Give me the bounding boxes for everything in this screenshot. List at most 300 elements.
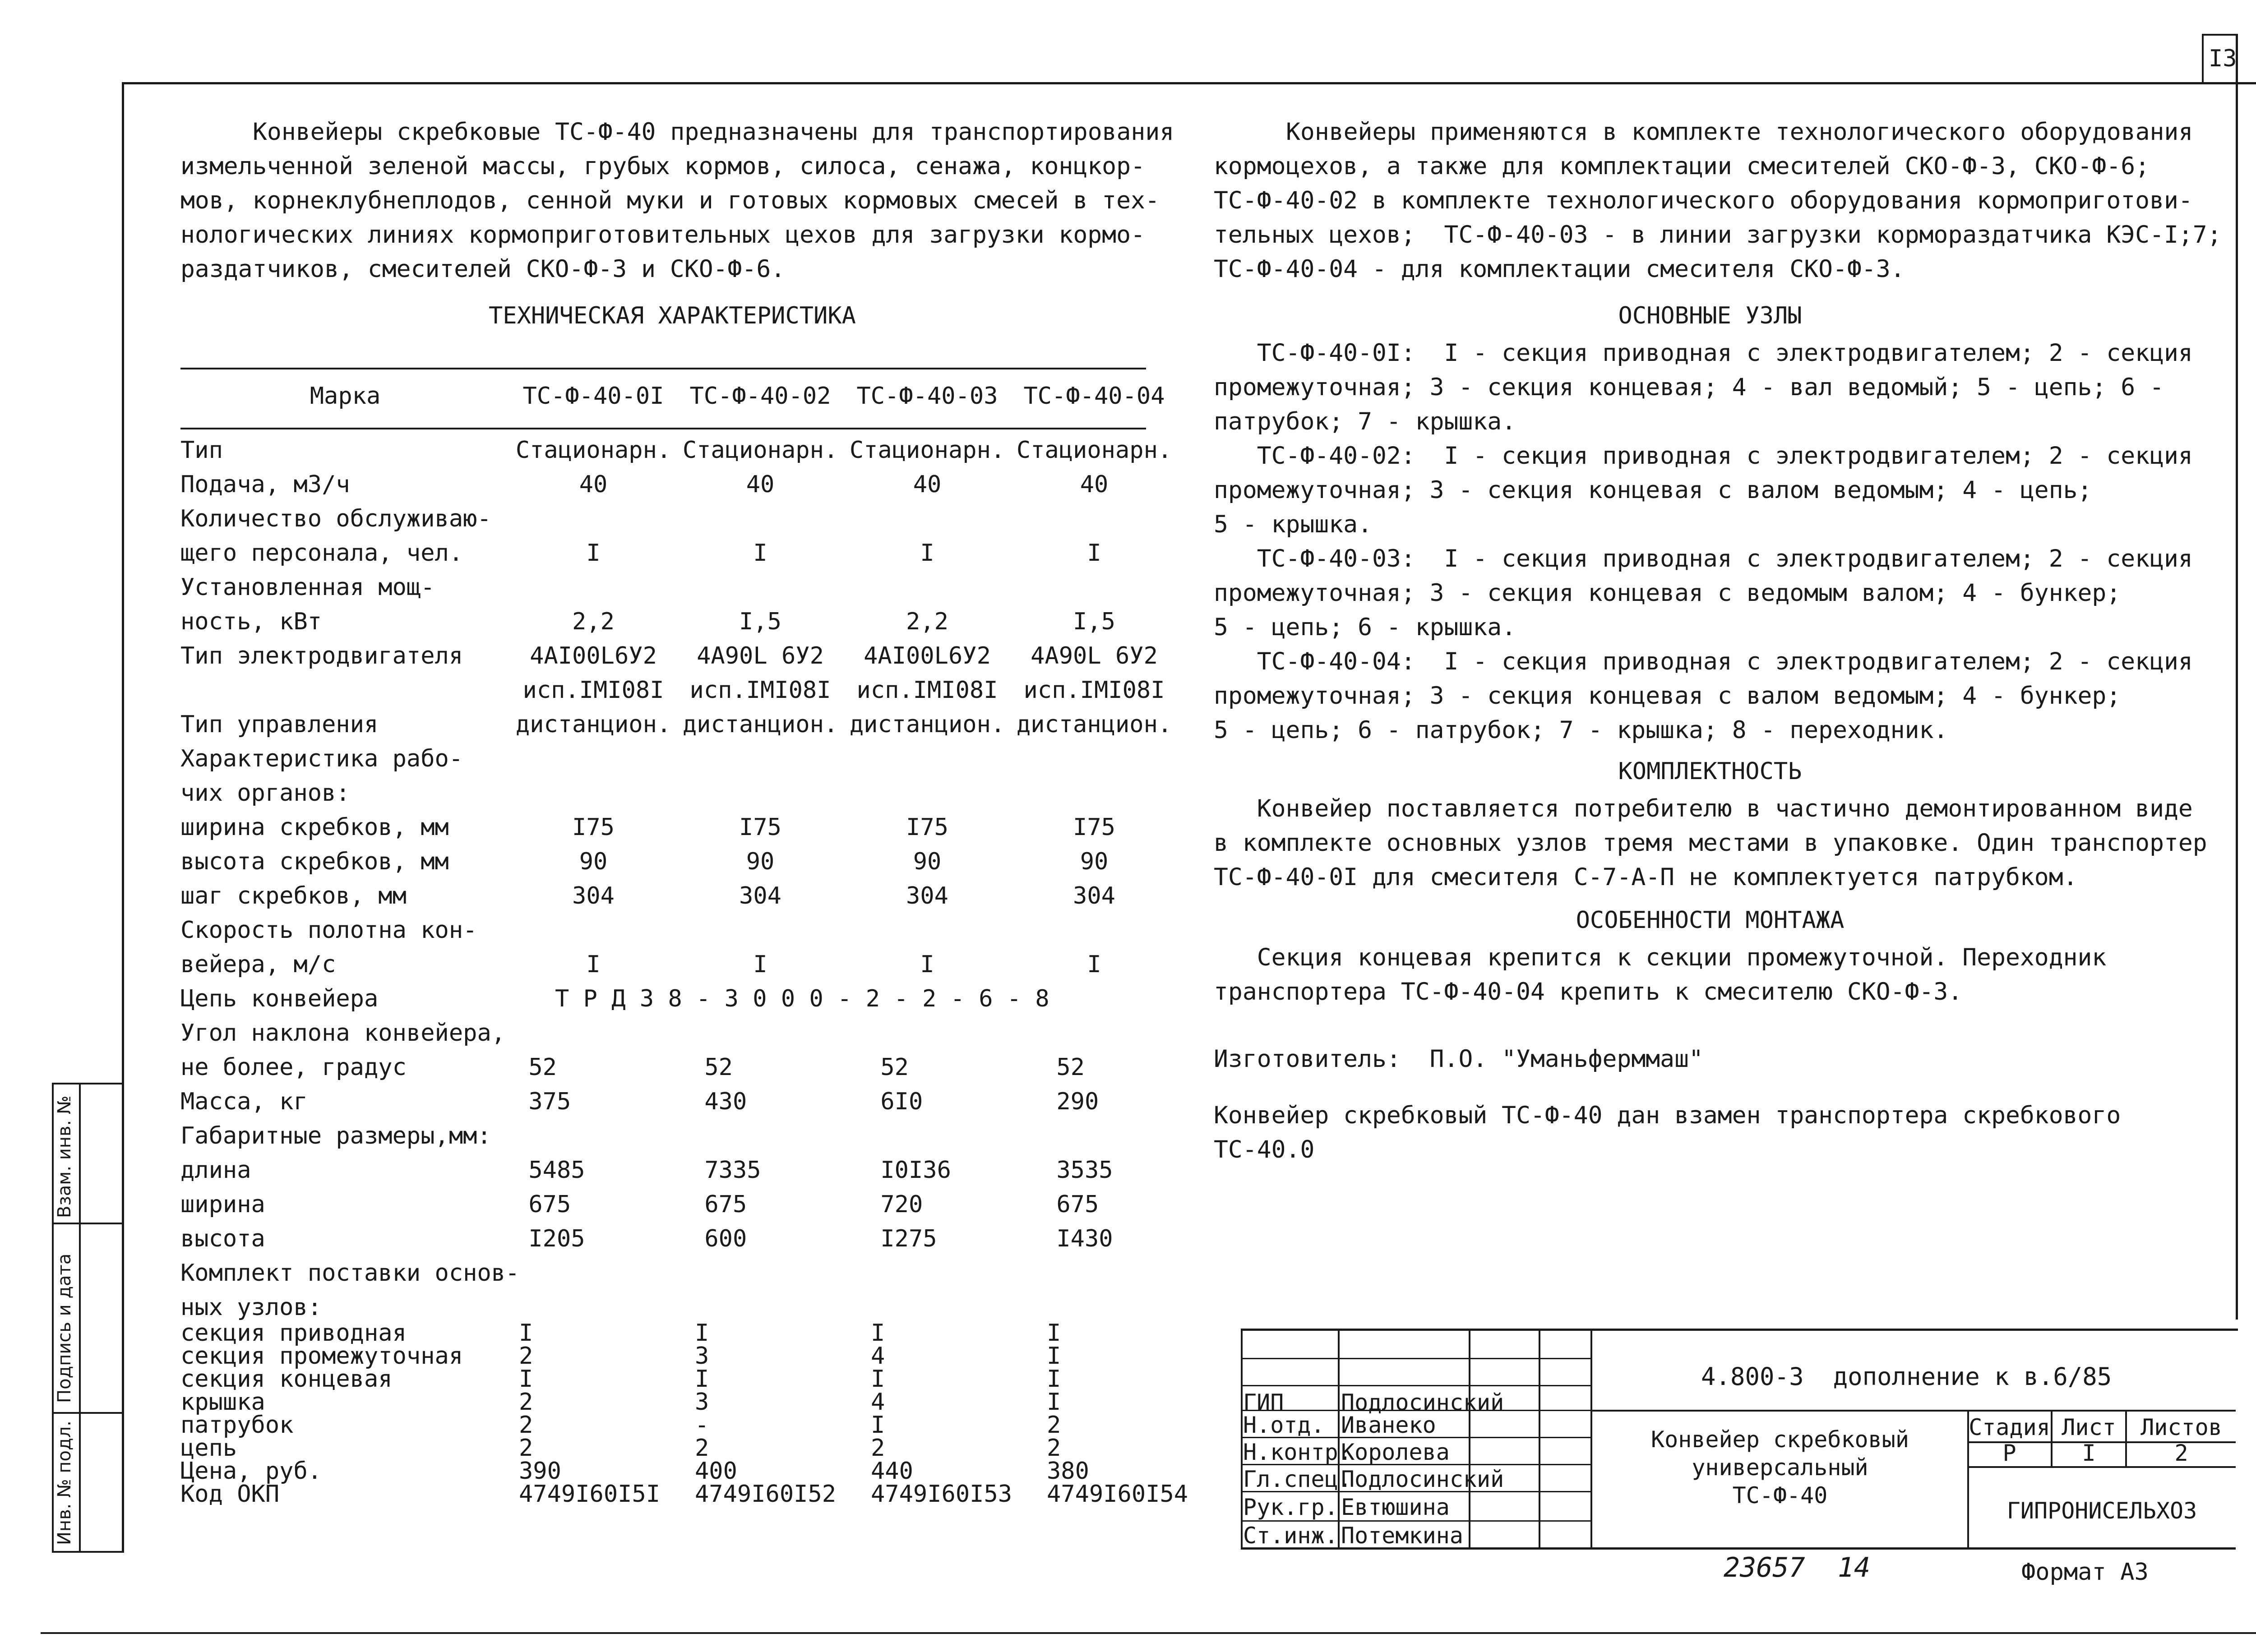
row-value (519, 1290, 695, 1324)
col-02: ТС-Ф-40-02 (689, 383, 831, 410)
table-row (180, 1437, 1214, 1460)
table-row (180, 1460, 1214, 1483)
row-label: шаг скребков, мм (180, 882, 407, 909)
stamp-col-4 (1590, 1329, 1592, 1550)
table-row (180, 707, 1178, 742)
row-label: патрубок (180, 1412, 294, 1439)
table-row (180, 1016, 1223, 1050)
stamp-name: Подлосинский (1341, 1466, 1504, 1492)
row-value (695, 1119, 871, 1153)
row-value: 4749I60I52 (695, 1481, 837, 1508)
stamp-role: ГИП (1243, 1389, 1284, 1416)
spec-table-header (180, 379, 1178, 413)
row-label: высота (180, 1225, 265, 1252)
stage-values-rule (1967, 1466, 2236, 1468)
row-value: 304 (1073, 882, 1115, 909)
stamp-col-2 (1469, 1329, 1470, 1550)
row-value (677, 502, 844, 536)
row-value: исп.IMI08I (689, 677, 831, 704)
row-value: 2 (871, 1435, 885, 1462)
row-value: Стационарн. (849, 437, 1005, 464)
text-line: ТС-Ф-40-0I: I - секция приводная с электродвигателем; 2 - секция (1214, 339, 2193, 367)
row-value (695, 1290, 871, 1324)
row-value: 304 (572, 882, 615, 909)
row-value: I (1047, 1366, 1061, 1393)
format-label: Формат А3 (2021, 1559, 2149, 1586)
table-row (180, 605, 1178, 639)
row-value (1047, 1256, 1223, 1290)
row-value (677, 776, 844, 810)
table-row (180, 947, 1178, 982)
row-label: Комплект поставки основ- (180, 1260, 520, 1287)
row-value: 4А90L 6У2 (697, 642, 824, 669)
table-row (180, 502, 1178, 536)
frame-top (122, 82, 2256, 84)
row-value: I (1047, 1320, 1061, 1347)
row-label: ширина скребков, мм (180, 814, 449, 841)
sheet-label: Лист (2062, 1414, 2116, 1440)
side-label-inv: Инв. № подл. (54, 1421, 75, 1545)
row-value (510, 776, 677, 810)
stamp-name: Королева (1341, 1439, 1450, 1465)
col-03: ТС-Ф-40-03 (856, 383, 998, 410)
row-value (510, 742, 677, 776)
row-value: 4 (871, 1343, 885, 1370)
row-value: I (871, 1366, 885, 1393)
complete-text (1214, 792, 2206, 895)
row-label: Скорость полотна кон- (180, 917, 477, 944)
complete-heading: КОМПЛЕКТНОСТЬ (1618, 758, 1802, 785)
row-value (871, 1256, 1047, 1290)
handwritten-number: 23657 14 (1724, 1552, 1871, 1583)
row-value: I (920, 951, 934, 978)
row-value: I,5 (739, 608, 781, 635)
units-heading: ОСНОВНЫЕ УЗЛЫ (1618, 302, 1802, 329)
row-value (871, 1016, 1047, 1050)
row-label: Угол наклона конвейера, (180, 1020, 506, 1047)
row-value: I (695, 1366, 709, 1393)
row-value (510, 502, 677, 536)
row-value: I0I36 (880, 1157, 951, 1184)
table-row (180, 1322, 1214, 1345)
side-sep-2 (52, 1412, 124, 1414)
row-value: 4А90L 6У2 (1031, 642, 1158, 669)
row-value: 675 (704, 1191, 747, 1218)
row-label: Тип (180, 437, 223, 464)
table-row (180, 1483, 1214, 1506)
row-label: ширина (180, 1191, 265, 1218)
row-value (844, 742, 1011, 776)
intro-line: измельченной зеленой массы, грубых кормов, силоса, сенажа, концкор- (180, 152, 1145, 180)
row-value: 2,2 (572, 608, 615, 635)
row-value (844, 913, 1011, 947)
row-value: 2 (1047, 1412, 1061, 1439)
side-col-left (52, 1083, 54, 1552)
intro-line: ТС-Ф-40-04 - для комплектации смесителя СКО-Ф-3. (1214, 255, 1905, 283)
row-value: I (1087, 540, 1101, 567)
row-value: I205 (528, 1225, 585, 1252)
text-line: Конвейер скребковый ТС-Ф-40 дан взамен транспортера скребкового (1214, 1102, 2121, 1129)
row-value: 675 (1056, 1191, 1099, 1218)
row-value: 2 (695, 1435, 709, 1462)
bottom-rule (41, 1632, 2256, 1634)
text-line: промежуточная; 3 - секция концевая с ведомым валом; 4 - бункер; (1214, 579, 2121, 607)
row-value: исп.IMI08I (522, 677, 664, 704)
row-value (695, 1256, 871, 1290)
stage-label: Стадия (1969, 1414, 2050, 1440)
row-value: 52 (880, 1054, 909, 1081)
text-line: Конвейер поставляется потребителю в частично демонтированном виде (1214, 795, 2193, 822)
row-label: чих органов: (180, 780, 350, 807)
maker: Изготовитель: П.О. "Уманьферммаш" (1214, 1045, 1703, 1073)
row-value: 7335 (704, 1157, 761, 1184)
text-line: патрубок; 7 - крышка. (1214, 408, 1516, 435)
row-value: 40 (579, 471, 608, 498)
intro-left (180, 115, 1174, 286)
side-sep-1 (52, 1223, 124, 1224)
row-label: Цена, руб. (180, 1458, 322, 1485)
row-value: 90 (1080, 848, 1109, 875)
table-row (180, 742, 1178, 776)
row-value: 675 (528, 1191, 571, 1218)
stamp-name: Иванеко (1341, 1412, 1436, 1438)
text-line: промежуточная; 3 - секция концевая с валом ведомым; 4 - цепь; (1214, 476, 2092, 504)
mount-text (1214, 941, 2206, 1009)
stamp-role: Рук.гр. (1243, 1494, 1338, 1520)
row-value: I (871, 1320, 885, 1347)
stamp-row-rule (1241, 1385, 1590, 1386)
text-line: в комплекте основных узлов тремя местами в упаковке. Один транспортер (1214, 829, 2207, 857)
table-row (180, 1187, 1223, 1222)
row-label: ных узлов: (180, 1294, 322, 1321)
row-value (1047, 1016, 1223, 1050)
row-value: 4749I60I54 (1047, 1481, 1188, 1508)
right-intro (1214, 115, 2222, 286)
intro-line: ТС-Ф-40-02 в комплекте технологического оборудования кормоприготови- (1214, 187, 2193, 214)
text-line: ТС-Ф-40-04: I - секция приводная с электродвигателем; 2 - секция (1214, 648, 2193, 675)
row-label: Установленная мощ- (180, 574, 435, 601)
text-line: 5 - цепь; 6 - патрубок; 7 - крышка; 8 - переходник. (1214, 716, 1948, 744)
row-value: Стационарн. (515, 437, 671, 464)
stamp-role: Гл.спец. (1243, 1466, 1352, 1492)
row-value: 2 (519, 1389, 533, 1416)
row-value: 90 (913, 848, 942, 875)
row-value: 4749I60I5I (519, 1481, 661, 1508)
row-value: 4 (871, 1389, 885, 1416)
intro-line: раздатчиков, смесителей СКО-Ф-3 и СКО-Ф-6. (180, 255, 786, 283)
org-name: ГИПРОНИСЕЛЬХОЗ (2006, 1498, 2197, 1524)
row-value: 3 (695, 1343, 709, 1370)
table-row (180, 536, 1178, 570)
table-row (180, 570, 1178, 605)
intro-line: нологических линиях кормоприготовительных цехов для загрузки кормо- (180, 221, 1145, 249)
table-row (180, 913, 1178, 947)
text-line: ТС-Ф-40-02: I - секция приводная с электродвигателем; 2 - секция (1214, 442, 2193, 470)
row-value: 2 (519, 1412, 533, 1439)
table-row (180, 1084, 1223, 1119)
row-value (519, 1016, 695, 1050)
side-col-mid (79, 1083, 81, 1552)
row-value (677, 913, 844, 947)
table-row (180, 1119, 1223, 1153)
row-value (695, 1016, 871, 1050)
row-value: 90 (746, 848, 775, 875)
spec-table-chain (180, 982, 1049, 1016)
row-value (677, 570, 844, 605)
row-value: 304 (739, 882, 781, 909)
page-number-box-left (2202, 34, 2204, 83)
col-04: ТС-Ф-40-04 (1023, 383, 1165, 410)
row-value: 90 (579, 848, 608, 875)
stamp-role: Ст.инж. (1243, 1523, 1338, 1549)
table-row (180, 639, 1178, 673)
stamp-top (1241, 1329, 2238, 1331)
table-row (180, 1050, 1223, 1084)
row-label: крышка (180, 1389, 265, 1416)
row-label: длина (180, 1157, 251, 1184)
table-row (180, 1414, 1214, 1437)
title-line: Конвейер скребковый (1651, 1426, 1909, 1453)
row-value: 40 (1080, 471, 1109, 498)
row-value: 390 (519, 1458, 561, 1485)
row-value: 380 (1047, 1458, 1089, 1485)
row-value (1011, 913, 1178, 947)
row-value: 4АI00L6У2 (864, 642, 991, 669)
page-number-box-top (2202, 34, 2238, 36)
stage-value: Р (2002, 1440, 2016, 1466)
mount-heading: ОСОБЕННОСТИ МОНТАЖА (1576, 907, 1845, 934)
row-value (1011, 776, 1178, 810)
row-value: 304 (906, 882, 948, 909)
doc-title (1597, 1426, 1963, 1509)
row-label: цепь (180, 1435, 237, 1462)
stamp-name: Подлосинский (1341, 1389, 1504, 1416)
row-value: 2,2 (906, 608, 948, 635)
stamp-name: Евтюшина (1341, 1494, 1450, 1520)
text-line: транспортера ТС-Ф-40-04 крепить к смесителю СКО-Ф-3. (1214, 978, 1963, 1006)
row-value (844, 776, 1011, 810)
row-value: - (695, 1412, 709, 1439)
text-line: ТС-Ф-40-03: I - секция приводная с электродвигателем; 2 - секция (1214, 545, 2193, 572)
text-line: промежуточная; 3 - секция концевая; 4 - вал ведомый; 5 - цепь; 6 - (1214, 374, 2164, 401)
row-value: 40 (913, 471, 942, 498)
row-value: 290 (1056, 1088, 1099, 1115)
row-label: щего персонала, чел. (180, 540, 463, 567)
stamp-left (1241, 1329, 1243, 1550)
intro-line: Конвейеры скребковые ТС-Ф-40 предназначены для транспортирования (253, 118, 1174, 146)
text-line: промежуточная; 3 - секция концевая с валом ведомым; 4 - бункер; (1214, 682, 2121, 710)
row-label: Характеристика рабо- (180, 745, 463, 772)
stamp-role: Н.контр. (1243, 1439, 1352, 1465)
col-01: ТС-Ф-40-0I (522, 383, 664, 410)
chain-value: Т Р Д 3 8 - 3 0 0 0 - 2 - 2 - 6 - 8 (555, 985, 1049, 1012)
row-value (519, 1256, 695, 1290)
row-value: 52 (704, 1054, 733, 1081)
row-label: Подача, м3/ч (180, 471, 350, 498)
spec-table-dims (180, 1016, 1223, 1324)
row-value: I (519, 1320, 533, 1347)
units-text (1214, 336, 2206, 748)
row-value: дистанцион. (1016, 711, 1172, 738)
row-value: 5485 (528, 1157, 585, 1184)
table-row (180, 844, 1178, 879)
row-value: I (753, 951, 767, 978)
row-value: I75 (906, 814, 948, 841)
stamp-split (1590, 1410, 2236, 1412)
table-row (180, 433, 1178, 467)
row-value: 2 (519, 1435, 533, 1462)
text-line: Секция концевая крепится к секции промежуточной. Переходник (1214, 944, 2107, 971)
row-value: 4749I60I53 (871, 1481, 1012, 1508)
row-value (1011, 742, 1178, 776)
row-label: ность, кВт (180, 608, 322, 635)
row-value: 52 (528, 1054, 557, 1081)
row-value: 2 (1047, 1435, 1061, 1462)
row-label: секция промежуточная (180, 1343, 463, 1370)
row-value: I275 (880, 1225, 937, 1252)
row-value (871, 1119, 1047, 1153)
page-number: I3 (2209, 45, 2237, 72)
frame-left (122, 82, 124, 1553)
intro-line: Конвейеры применяются в комплекте технологического оборудования (1286, 118, 2193, 146)
row-label: Код ОКП (180, 1481, 280, 1508)
row-value (1047, 1119, 1223, 1153)
row-value: I (586, 540, 601, 567)
tech-heading: ТЕХНИЧЕСКАЯ ХАРАКТЕРИСТИКА (489, 302, 856, 329)
stamp-name: Потемкина (1341, 1523, 1463, 1549)
row-label (180, 673, 510, 707)
replace-text (1214, 1098, 2206, 1167)
side-label-replace: Взам. инв. № (54, 1095, 75, 1218)
row-value: I (920, 540, 934, 567)
row-value: исп.IMI08I (856, 677, 998, 704)
intro-line: тельных цехов; ТС-Ф-40-03 - в линии загрузки кормораздатчика КЭС-I;7; (1214, 221, 2222, 249)
table-row (180, 1345, 1214, 1368)
row-value: 440 (871, 1458, 913, 1485)
col-mark: Марка (310, 383, 381, 410)
text-line: 5 - крышка. (1214, 511, 1372, 538)
row-value: исп.IMI08I (1023, 677, 1165, 704)
row-value (510, 570, 677, 605)
row-value: 3 (695, 1389, 709, 1416)
row-value: дистанцион. (849, 711, 1005, 738)
row-value: I,5 (1073, 608, 1115, 635)
text-line: ТС-Ф-40-0I для смесителя С-7-А-П не комплектуется патрубком. (1214, 863, 2078, 891)
row-value: 52 (1056, 1054, 1085, 1081)
sheets-value: 2 (2174, 1440, 2188, 1466)
row-value: I (695, 1320, 709, 1347)
text-line: ТС-40.0 (1214, 1136, 1315, 1163)
row-value (1047, 1290, 1223, 1324)
chain-label: Цепь конвейера (180, 985, 379, 1012)
row-value: 4АI00L6У2 (530, 642, 657, 669)
row-value: I (519, 1366, 533, 1393)
sheets-label: Листов (2140, 1414, 2222, 1440)
table-row (180, 1256, 1223, 1290)
table-row (180, 1222, 1223, 1256)
table-row (180, 810, 1178, 844)
doc-code: 4.800-3 дополнение к в.6/85 (1701, 1362, 2112, 1391)
row-value (510, 913, 677, 947)
row-value: I (1047, 1343, 1061, 1370)
row-label: не более, градус (180, 1054, 407, 1081)
stamp-row-rule (1241, 1358, 1590, 1359)
title-line: ТС-Ф-40 (1732, 1482, 1828, 1509)
row-value: 400 (695, 1458, 737, 1485)
table-row (180, 879, 1178, 913)
row-value: I75 (572, 814, 615, 841)
row-label: секция приводная (180, 1320, 407, 1347)
row-value: I (586, 951, 601, 978)
row-value: 2 (519, 1343, 533, 1370)
row-label: Тип электродвигателя (180, 642, 463, 669)
row-value (1011, 502, 1178, 536)
row-value (677, 742, 844, 776)
intro-line: кормоцехов, а также для комплектации смесителей СКО-Ф-3, СКО-Ф-6; (1214, 152, 2150, 180)
table-row (180, 1153, 1223, 1187)
side-col-bottom (52, 1551, 124, 1553)
row-value: дистанцион. (682, 711, 838, 738)
row-label: вейера, м/с (180, 951, 336, 978)
row-label: Количество обслуживаю- (180, 505, 491, 532)
row-value: 600 (704, 1225, 747, 1252)
row-value (871, 1290, 1047, 1324)
stamp-role: Н.отд. (1243, 1412, 1325, 1438)
row-value: I75 (1073, 814, 1115, 841)
row-value: 3535 (1056, 1157, 1113, 1184)
spec-table-kit (180, 1322, 1214, 1506)
row-label: высота скребков, мм (180, 848, 449, 875)
spec-table-main (180, 433, 1178, 982)
row-value: 40 (746, 471, 775, 498)
row-value: 430 (704, 1088, 747, 1115)
row-value: Стационарн. (1016, 437, 1172, 464)
table-row (180, 776, 1178, 810)
row-value: 720 (880, 1191, 923, 1218)
row-value (844, 502, 1011, 536)
stamp-row-rule (1241, 1520, 1590, 1522)
row-value: 6I0 (880, 1088, 923, 1115)
table-top-rule (180, 368, 1146, 369)
intro-line: мов, корнеклубнеплодов, сенной муки и готовых кормовых смесей в тех- (180, 187, 1160, 214)
table-row (180, 467, 1178, 502)
row-value: I (1047, 1389, 1061, 1416)
side-label-sign: Подпись и дата (54, 1253, 75, 1403)
frame-right (2236, 34, 2238, 1320)
row-value: I (871, 1412, 885, 1439)
table-row (180, 1368, 1214, 1391)
table-row (180, 673, 1178, 707)
stamp-col-3 (1539, 1329, 1540, 1550)
row-label: Тип управления (180, 711, 379, 738)
text-line: 5 - цепь; 6 - крышка. (1214, 614, 1516, 641)
row-label: секция концевая (180, 1366, 393, 1393)
row-value: дистанцион. (515, 711, 671, 738)
table-header-rule (180, 428, 1146, 429)
row-value (1011, 570, 1178, 605)
side-col-top (52, 1083, 124, 1084)
row-value: I (1087, 951, 1101, 978)
row-label: Масса, кг (180, 1088, 308, 1115)
row-value: I75 (739, 814, 781, 841)
row-value: I (753, 540, 767, 567)
row-value: Стационарн. (682, 437, 838, 464)
table-row (180, 982, 1049, 1016)
row-label: Габаритные размеры,мм: (180, 1122, 491, 1149)
table-row (180, 1391, 1214, 1414)
title-line: универсальный (1692, 1454, 1868, 1481)
row-value: I430 (1056, 1225, 1113, 1252)
